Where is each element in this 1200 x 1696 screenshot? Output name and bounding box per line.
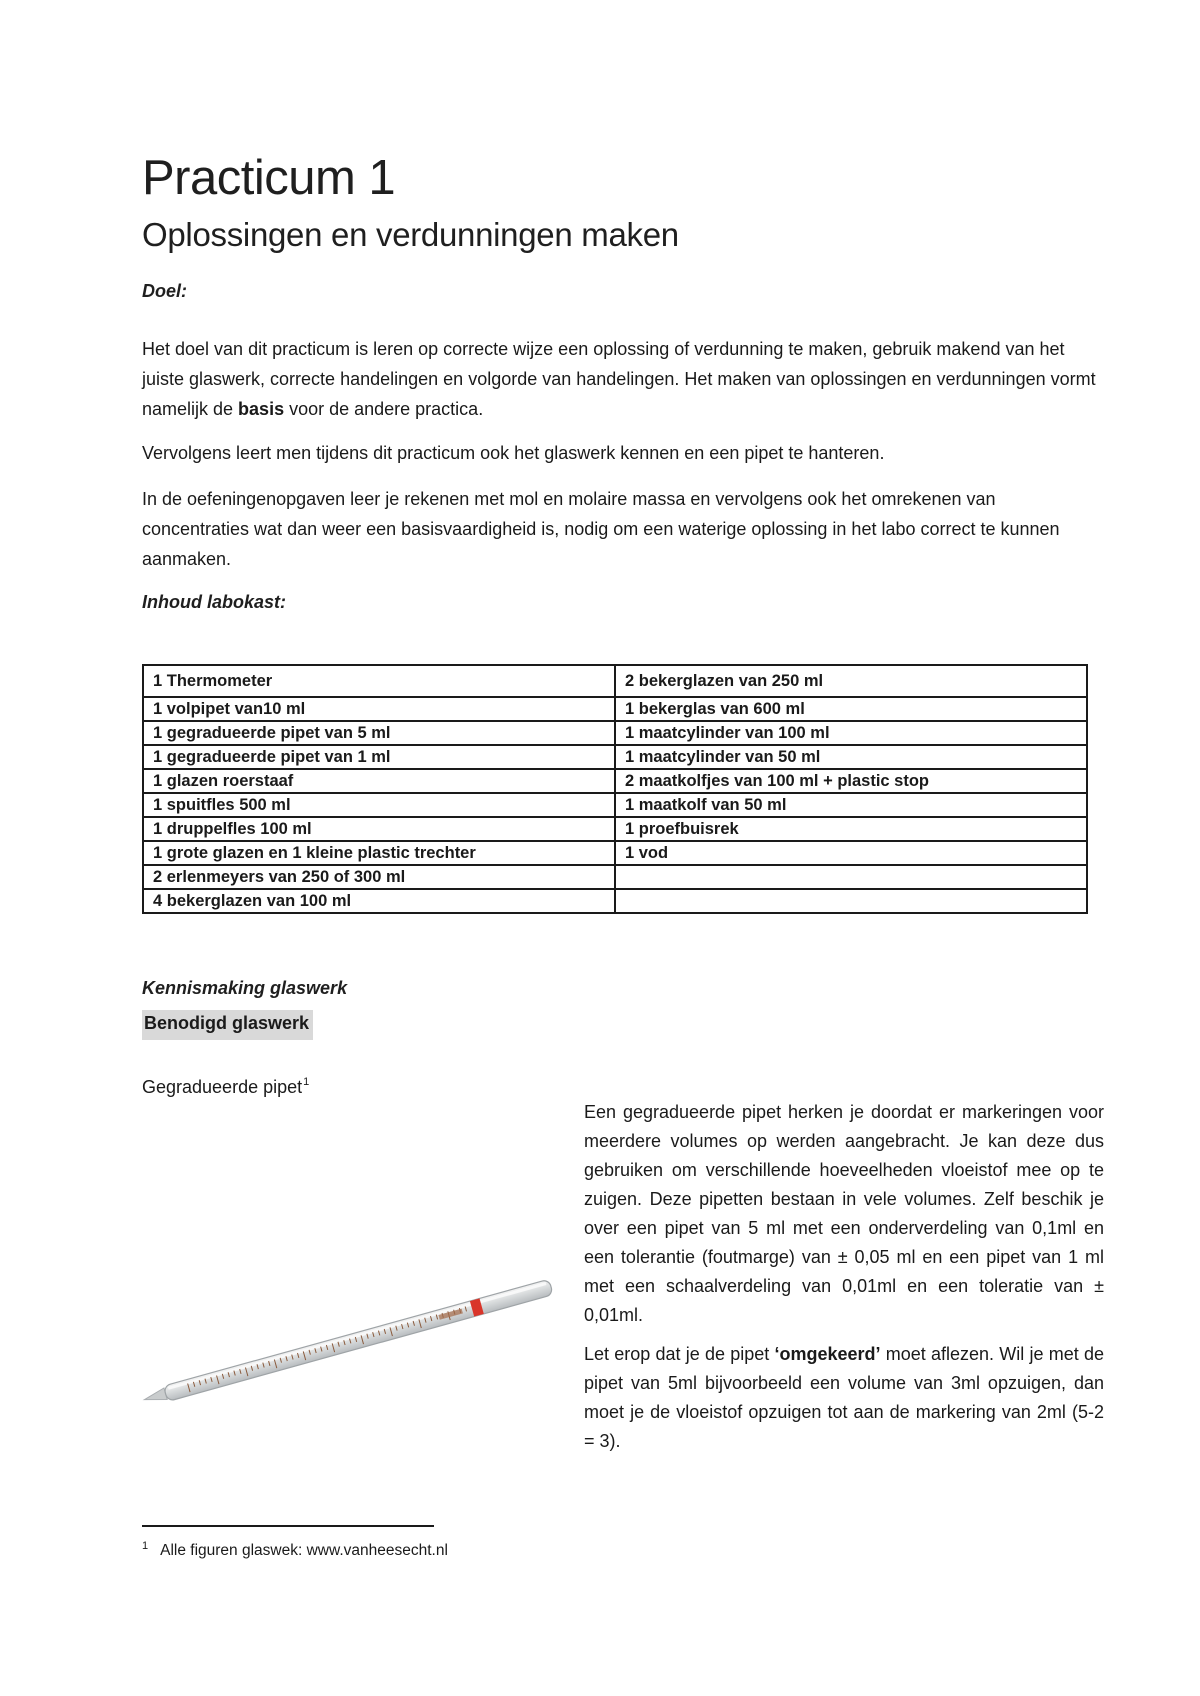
table-row	[143, 865, 1087, 889]
table-cell-left: 4 bekerglazen van 100 ml	[143, 889, 615, 913]
table-row	[143, 697, 1087, 721]
table-row	[143, 841, 1087, 865]
page-title: Practicum 1	[142, 151, 396, 205]
doel-paragraph-2: Vervolgens leert men tijdens dit practicum ook het glaswerk kennen en een pipet te hanteren.	[142, 443, 885, 463]
table-cell-right	[615, 865, 1087, 889]
table-cell-right: 1 bekerglas van 600 ml	[615, 697, 1087, 721]
table-row	[143, 665, 1087, 697]
gegradueerde-pipet-label: Gegradueerde pipet$^1$	[142, 1076, 310, 1097]
table-cell-left: 1 druppelfles 100 ml	[143, 817, 615, 841]
table-row	[143, 889, 1087, 913]
table-row	[143, 769, 1087, 793]
kennismaking-label: Kennismaking glaswerk	[142, 978, 348, 998]
table-cell-right: 1 maatkolf van 50 ml	[615, 793, 1087, 817]
table-cell-right: 1 vod	[615, 841, 1087, 865]
page-subtitle: Oplossingen en verdunningen maken	[142, 216, 679, 253]
table-row	[143, 817, 1087, 841]
pipet-description-1: Een gegradueerde pipet herken je doordat er markeringen voor meerdere volumes op werden aangebracht. Je kan deze dus gebruiken om verschillende hoeveelheden vloeistof mee op te zuigen. Deze pipetten bestaan in vele volumes. Zelf beschik je over een pipet van 5 ml met een onderverdeling van 0,1ml en een tolerantie (foutmarge) van ± 0,05 ml en een pipet van 1 ml met een schaalverdeling van 0,01ml en een toleratie van ± 0,01ml.	[584, 1102, 1104, 1325]
table-cell-right	[615, 889, 1087, 913]
pipet-description-2: Let erop dat je de pipet ‘omgekeerd’ moet aflezen. Wil je met de pipet van 5ml bijvoorbeeld een volume van 3ml opzuigen, dan moet je de vloeistof opzuigen tot aan de markering van 2ml (5-2 = 3).	[584, 1344, 1104, 1451]
pipette-image	[142, 1250, 562, 1430]
table-cell-right: 1 maatcylinder van 100 ml	[615, 721, 1087, 745]
inhoud-label: Inhoud labokast:	[142, 592, 286, 612]
footnote-ref: 1	[303, 1076, 310, 1088]
basis-bold: basis	[238, 399, 285, 419]
table-row	[143, 721, 1087, 745]
table-cell-right: 1 maatcylinder van 50 ml	[615, 745, 1087, 769]
benodigd-glaswerk-heading: Benodigd glaswerk	[142, 1010, 313, 1040]
table-cell-right: 2 maatkolfjes van 100 ml + plastic stop	[615, 769, 1087, 793]
table-cell-right: 2 bekerglazen van 250 ml	[615, 665, 1087, 697]
doel-paragraph-3: In de oefeningenopgaven leer je rekenen met mol en molaire massa en vervolgens ook het omrekenen van concentraties wat dan weer een basisvaardigheid is, nodig om een waterige oplossing in het labo correct te kunnen aanmaken.	[142, 489, 1060, 569]
table-cell-left: 1 gegradueerde pipet van 5 ml	[143, 721, 615, 745]
doel-paragraph-1: Het doel van dit practicum is leren op correcte wijze een oplossing of verdunning te maken, gebruik makend van het juiste glaswerk, correcte handelingen en volgorde van handelingen. Het maken van oplossingen en verdunningen vormt namelijk de basis voor de andere practica.	[142, 339, 1096, 419]
table-cell-left: 1 glazen roerstaaf	[143, 769, 615, 793]
doel-label: Doel:	[142, 281, 187, 301]
table-cell-left: 1 volpipet van10 ml	[143, 697, 615, 721]
table-cell-left: 1 grote glazen en 1 kleine plastic trechter	[143, 841, 615, 865]
table-cell-left: 1 gegradueerde pipet van 1 ml	[143, 745, 615, 769]
table-cell-right: 1 proefbuisrek	[615, 817, 1087, 841]
table-row	[143, 745, 1087, 769]
footnote-separator	[142, 1525, 434, 1527]
table-cell-left: 1 spuitfles 500 ml	[143, 793, 615, 817]
omgekeerd-bold: ‘omgekeerd’	[774, 1344, 881, 1364]
labokast-table	[142, 664, 1088, 914]
table-cell-left: 2 erlenmeyers van 250 of 300 ml	[143, 865, 615, 889]
footnote: $^1$ Alle figuren glaswek: www.vanheesecht.nl	[142, 1540, 448, 1559]
table-row	[143, 793, 1087, 817]
table-cell-left: 1 Thermometer	[143, 665, 615, 697]
